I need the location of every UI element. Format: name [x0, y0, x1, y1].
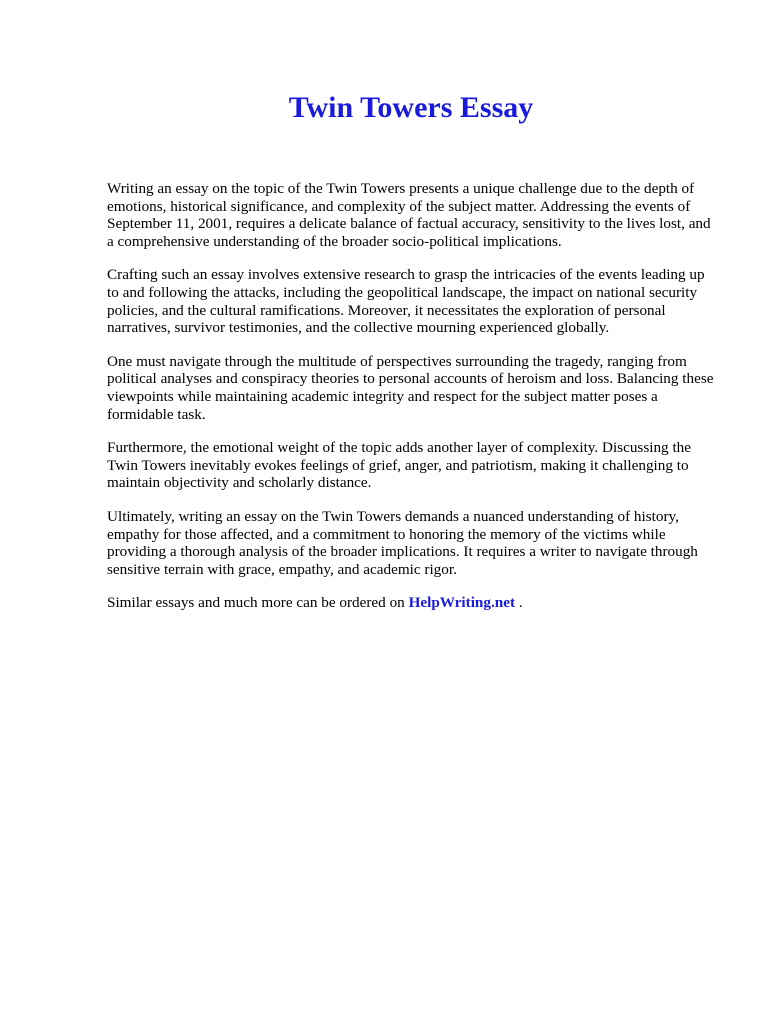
helpwriting-link[interactable]: HelpWriting.net: [408, 594, 516, 612]
page-title: Twin Towers Essay: [288, 91, 534, 124]
paragraph-3: One must navigate through the multitude of perspectives surrounding the tragedy, ranging from political analyses and conspiracy theories to personal accounts of heroism and loss. Balancing these viewpoints while maintaining academic integrity and respect for the subject matter poses a formidable task.: [107, 352, 714, 423]
closing-paragraph: [107, 594, 717, 612]
paragraph-2: Crafting such an essay involves extensive research to grasp the intricacies of the events leading up to and following the attacks, including the geopolitical landscape, the impact on national security policies, and the cultural ramifications. Moreover, it necessitates the exploration of personal narratives, survivor testimonies, and the collective mourning experienced globally.: [107, 266, 705, 337]
paragraph-1: Writing an essay on the topic of the Twin Towers presents a unique challenge due to the depth of emotions, historical significance, and complexity of the subject matter. Addressing the events of September 11, 2001, requires a delicate balance of factual accuracy, sensitivity to the lives lost, and a comprehensive understanding of the broader socio-political implications.: [107, 180, 711, 250]
paragraph-4: Furthermore, the emotional weight of the topic adds another layer of complexity. Discussing the Twin Towers inevitably evokes feelings of grief, anger, and patriotism, making it challenging to maintain objectivity and scholarly distance.: [107, 439, 692, 492]
closing-prefix: Similar essays and much more can be ordered on: [107, 594, 409, 612]
essay-body: [107, 180, 717, 612]
document-page: [107, 88, 717, 628]
closing-suffix: .: [515, 594, 523, 612]
paragraph-5: Ultimately, writing an essay on the Twin Towers demands a nuanced understanding of history, empathy for those affected, and a commitment to honoring the memory of the victims while providing a thorough analysis of the broader implications. It requires a writer to navigate through sensitive terrain with grace, empathy, and academic rigor.: [107, 507, 698, 578]
